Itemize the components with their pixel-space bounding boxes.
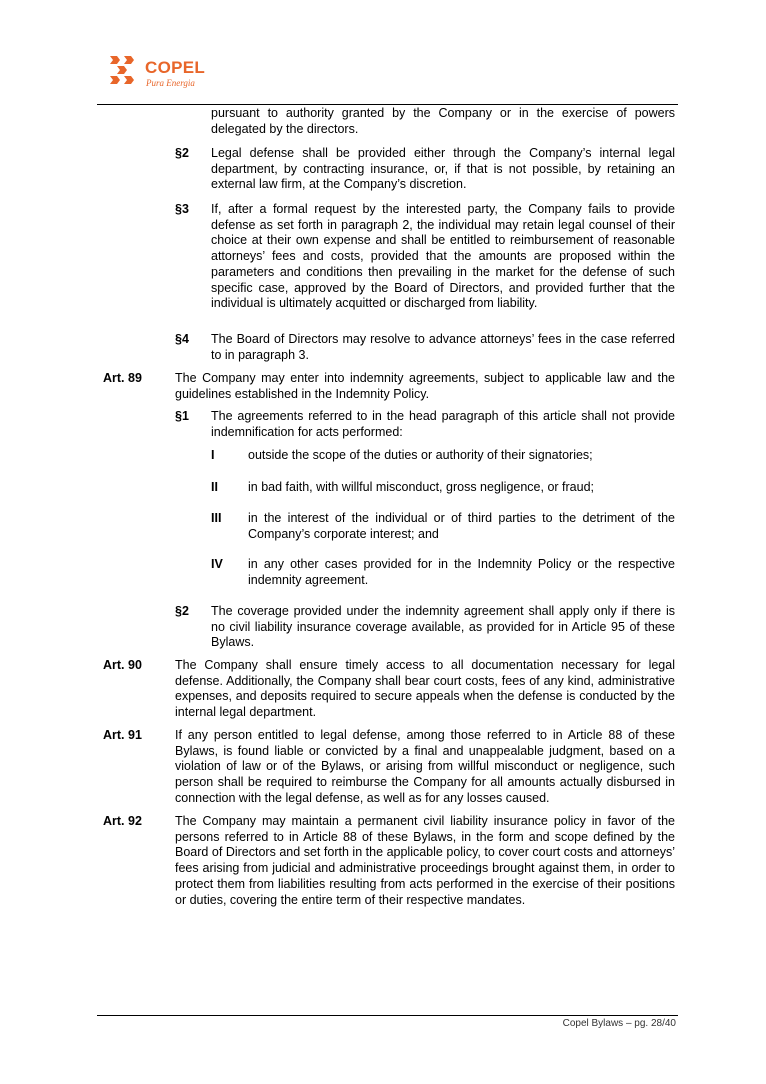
article-text: The Company may maintain a permanent civil liability insurance policy in favor of the persons referred to in Article 88 of these Bylaws, in the form and scope defined by the Board of Directors and set forth in the applicable policy, to cover court costs and attorneys’ fees arising from judicial and administrative proceedings brought against them, in order to protect them from liabilities resulting from acts performed in the exercise of their positions or duties, covering the entire term of their respective mandates. — [175, 814, 675, 907]
paragraph-text: The Board of Directors may resolve to advance attorneys’ fees in the case referred to in paragraph 3. — [211, 332, 675, 362]
article-text: The Company shall ensure timely access to all documentation necessary for legal defense. Additionally, the Company shall bear court costs, fees of any kind, administrative expenses, and deposits required to secure appeals when the defense is conducted by the internal legal department. — [175, 658, 675, 720]
item-text: in the interest of the individual or of third parties to the detriment of the Company’s corporate interest; and — [248, 511, 675, 541]
item-label: II — [211, 480, 218, 494]
item-label: III — [211, 511, 222, 525]
footer-rule — [97, 1015, 678, 1016]
item-label: IV — [211, 557, 223, 571]
logo-tagline: Pura Energia — [146, 78, 195, 88]
article-label: Art. 89 — [103, 371, 142, 385]
header-rule — [97, 104, 678, 105]
paragraph-text: If, after a formal request by the interested party, the Company fails to provide defense as set forth in paragraph 2, the individual may retain legal counsel of their choice at their own expense and shall be entitled to reimbursement of reasonable attorneys’ fees and costs, provided that the amounts are proposed within the parameters and conditions then prevailing in the market for the defense of such specific case, approved by the Board of Directors, and provided further that the individual is ultimately acquitted or discharged from liability. — [211, 202, 675, 311]
paragraph-label: §1 — [175, 409, 189, 423]
item-text: outside the scope of the duties or authority of their signatories; — [248, 448, 593, 462]
item-text: in bad faith, with willful misconduct, gross negligence, or fraud; — [248, 480, 595, 494]
paragraph-label: §4 — [175, 332, 189, 346]
item-text: in any other cases provided for in the Indemnity Policy or the respective indemnity agreement. — [248, 557, 675, 587]
continued-paragraph: pursuant to authority granted by the Company or in the exercise of powers delegated by the directors. — [211, 106, 675, 136]
header-logo — [108, 54, 238, 94]
page-number: Copel Bylaws – pg. 28/40 — [562, 1018, 676, 1029]
article-label: Art. 91 — [103, 728, 142, 742]
item-label: I — [211, 448, 215, 462]
article-text: The Company may enter into indemnity agreements, subject to applicable law and the guidelines established in the Indemnity Policy. — [175, 371, 675, 401]
paragraph-label: §3 — [175, 202, 189, 216]
article-label: Art. 92 — [103, 814, 142, 828]
paragraph-label: §2 — [175, 146, 189, 160]
copel-logo-icon — [108, 54, 140, 88]
article-text: If any person entitled to legal defense, among those referred to in Article 88 of these Bylaws, is found liable or convicted by a final and unappealable judgment, based on a violation of law or of the Bylaws, or arising from willful misconduct or negligence, such person shall be required to reimburse the Company for all amounts actually disbursed in connection with the legal defense, as well as for any losses caused. — [175, 728, 675, 805]
logo-wordmark: COPEL — [145, 58, 206, 77]
paragraph-text: Legal defense shall be provided either through the Company’s internal legal department, by contracting insurance, or, if that is not possible, by retaining an external law firm, at the Company’s discretion. — [211, 146, 675, 192]
article-label: Art. 90 — [103, 658, 142, 672]
paragraph-text: The coverage provided under the indemnity agreement shall apply only if there is no civil liability insurance coverage available, as provided for in Article 95 of these Bylaws. — [211, 604, 675, 650]
paragraph-label: §2 — [175, 604, 189, 618]
paragraph-text: The agreements referred to in the head paragraph of this article shall not provide indemnification for acts performed: — [211, 409, 675, 439]
